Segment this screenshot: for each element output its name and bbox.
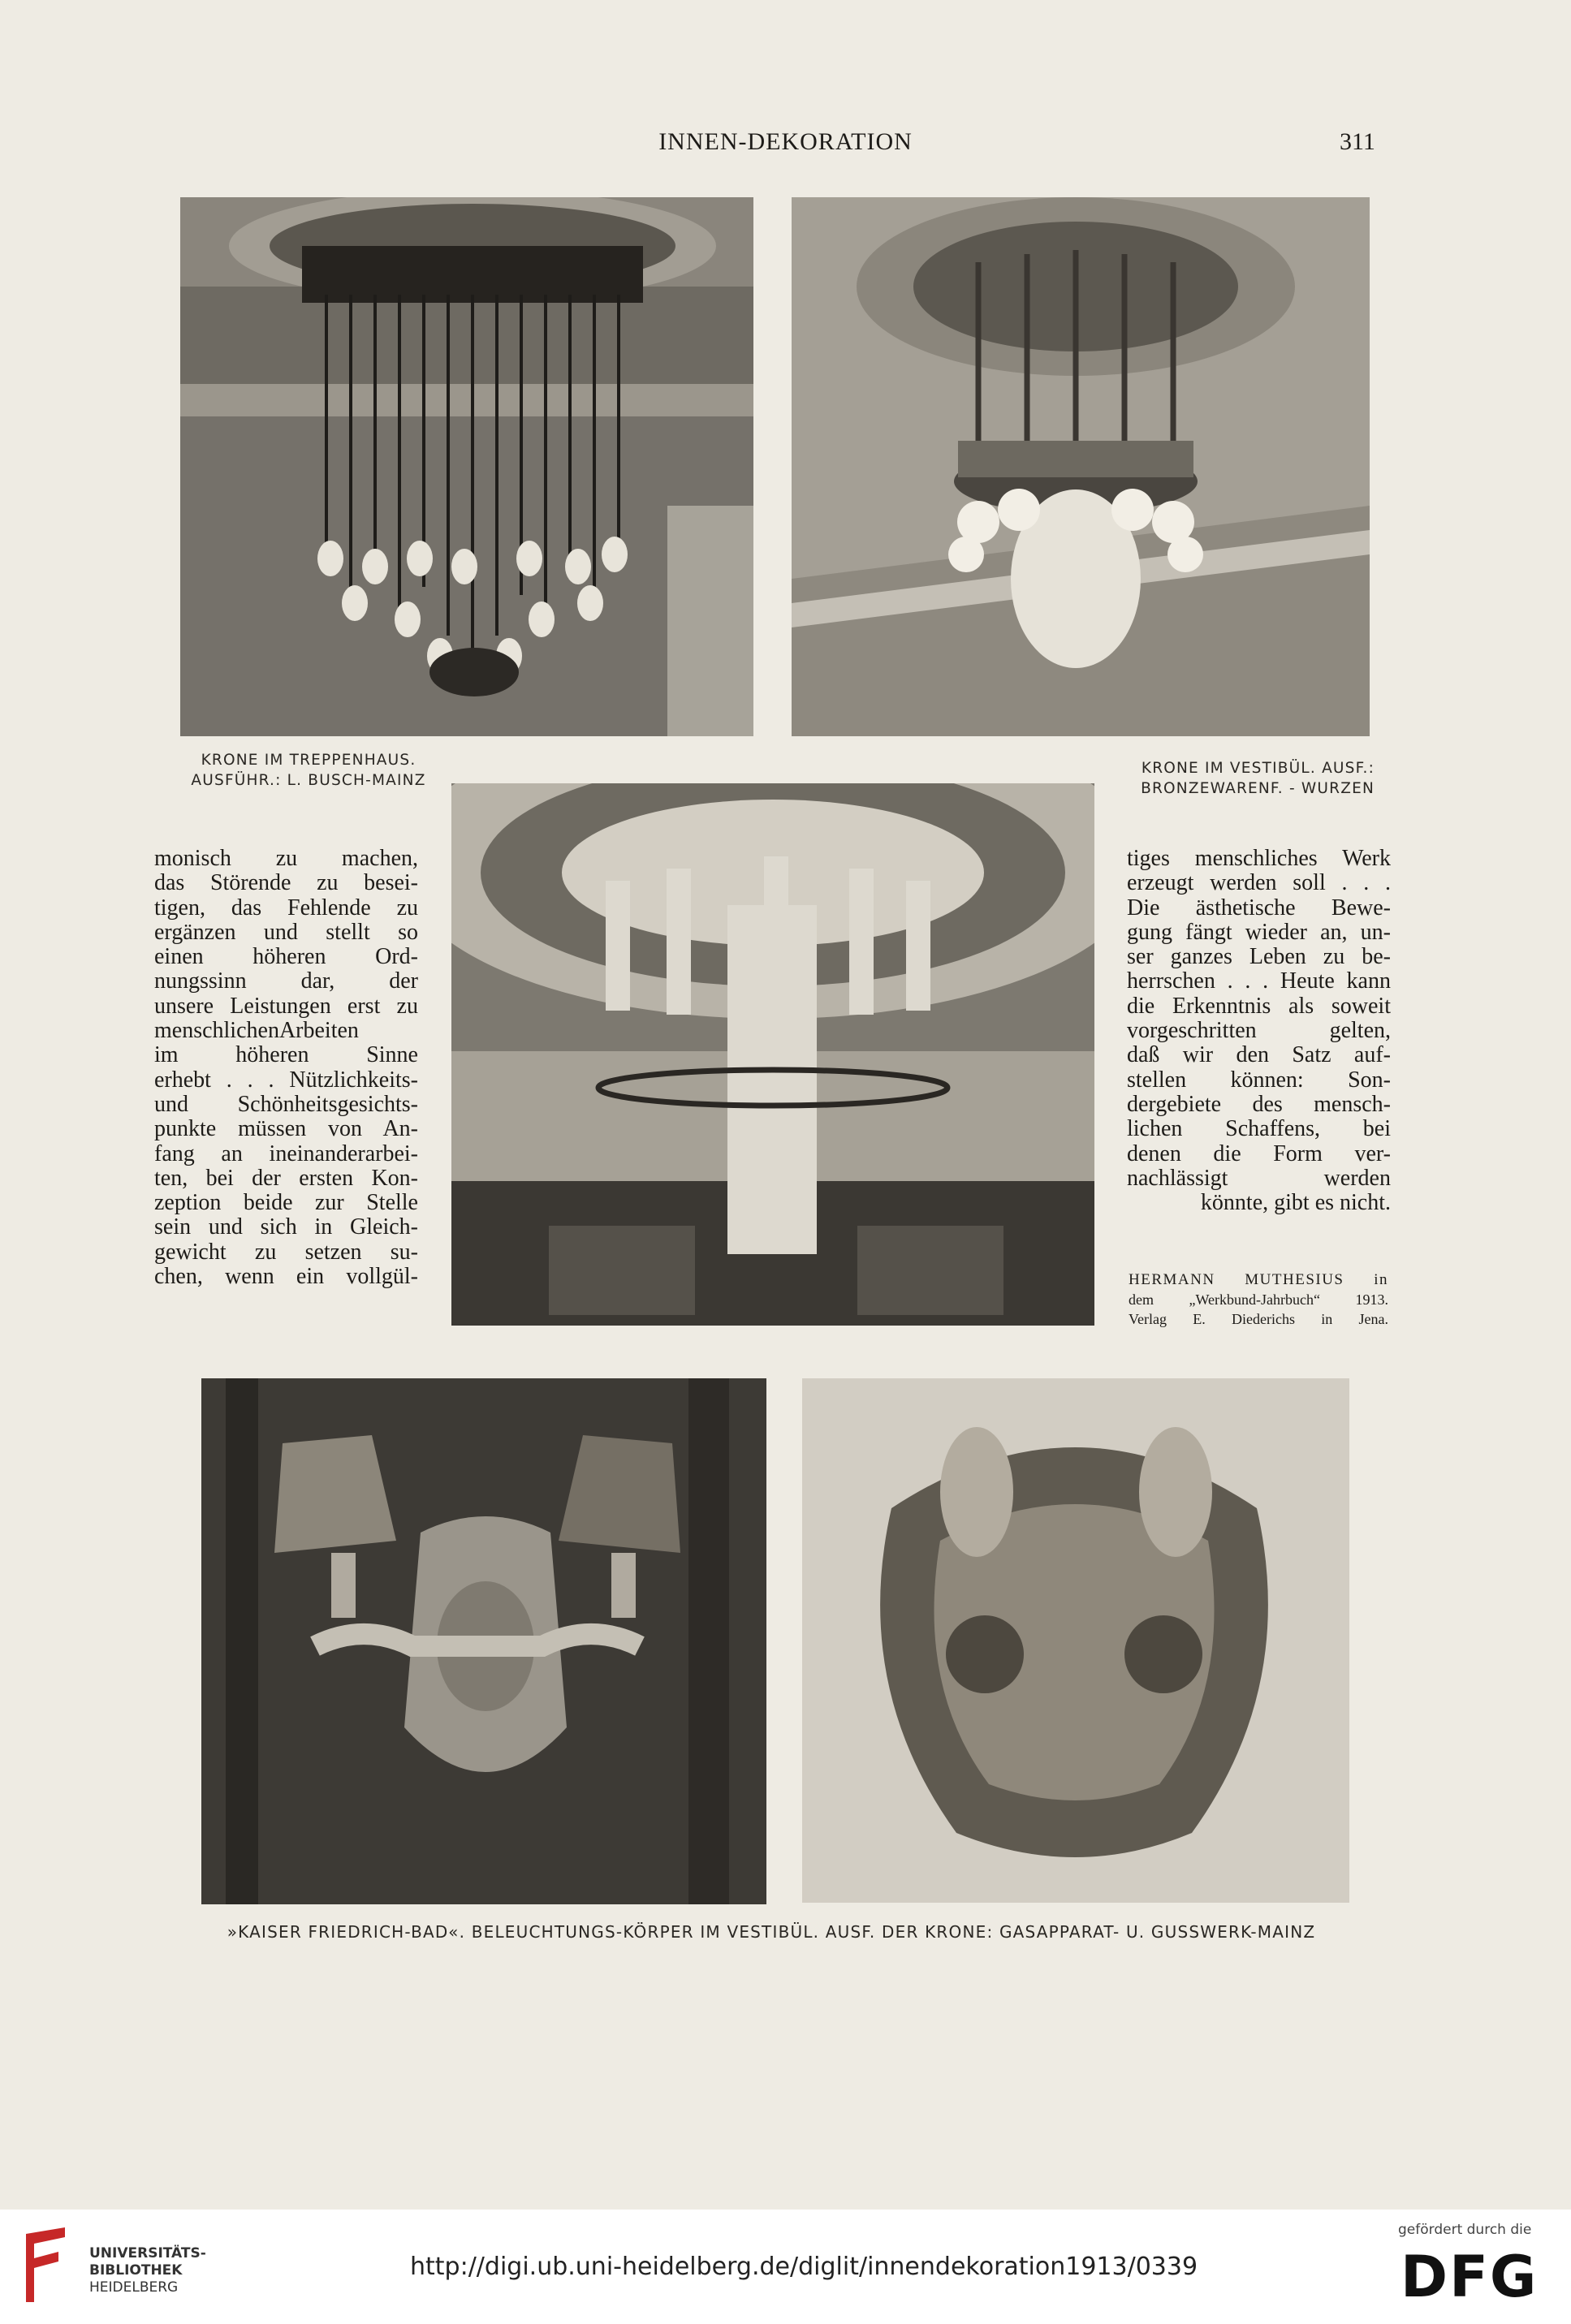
- body-text-left-column: [154, 847, 418, 1289]
- institution-name: [89, 2245, 206, 2296]
- chandelier-image: [451, 783, 1094, 1326]
- text-line: nungssinn dar, der: [154, 968, 418, 994]
- text-line: fang an ineinanderarbei-: [154, 1140, 418, 1166]
- caption-bad-lighting: »KAISER FRIEDRICH-BAD«. BELEUCHTUNGS-KÖRPER IM VESTIBÜL. AUSF. DER KRONE: GASAPPARAT- U. GUSSWERK-MAINZ: [227, 1922, 1316, 1942]
- text-line: gung fängt wieder an, un-: [1127, 919, 1391, 945]
- text-line: lichen Schaffens, bei: [1127, 1116, 1391, 1142]
- sconce-image: [201, 1378, 766, 1904]
- text-line: gewicht zu setzen su-: [154, 1239, 418, 1265]
- chandelier-image: [180, 197, 753, 736]
- text-line: das Störende zu besei-: [154, 870, 418, 896]
- text-line: ergänzen und stellt so: [154, 919, 418, 945]
- text-line: erzeugt werden soll . . .: [1127, 870, 1391, 896]
- text-line: chen, wenn ein vollgül-: [154, 1264, 418, 1290]
- photo-brass-wall-lamp: [802, 1378, 1349, 1903]
- text-line: ser ganzes Leben zu be-: [1127, 944, 1391, 970]
- text-line: sein und sich in Gleich-: [154, 1214, 418, 1240]
- text-line: nachlässigt werden: [1127, 1165, 1391, 1191]
- institution-line: BIBLIOTHEK: [89, 2262, 183, 2279]
- text-line: könnte, gibt es nicht.: [1200, 1190, 1391, 1216]
- caption-line: BRONZEWARENF. - WURZEN: [1141, 780, 1375, 797]
- text-line: stellen können: Son-: [1127, 1067, 1391, 1093]
- text-line: erhebt . . . Nützlichkeits-: [154, 1067, 418, 1093]
- text-line: punkte müssen von An-: [154, 1116, 418, 1142]
- text-line: zeption beide zur Stelle: [154, 1190, 418, 1216]
- photo-crystal-chandelier: [451, 783, 1094, 1326]
- body-text-right-column: [1127, 847, 1391, 1215]
- text-line: daß wir den Satz auf-: [1127, 1042, 1391, 1068]
- text-line: im höheren Sinne: [154, 1042, 418, 1068]
- text-line: menschlichenArbeiten: [154, 1018, 359, 1044]
- text-line: einen höheren Ord-: [154, 944, 418, 970]
- text-line: vorgeschritten gelten,: [1127, 1018, 1391, 1044]
- photo-wall-sconce: [201, 1378, 766, 1904]
- attribution-author: HERMANN MUTHESIUS in: [1129, 1271, 1388, 1288]
- wall-lamp-image: [802, 1378, 1349, 1903]
- institution-line: UNIVERSITÄTS-: [89, 2245, 206, 2261]
- caption-line: AUSFÜHR.: L. BUSCH-MAINZ: [191, 772, 426, 789]
- caption-line: KRONE IM TREPPENHAUS.: [201, 752, 416, 769]
- permalink-url[interactable]: http://digi.ub.uni-heidelberg.de/diglit/innendekoration1913/0339: [410, 2253, 1198, 2281]
- attribution-source: dem „Werkbund-Jahrbuch“ 1913.: [1129, 1291, 1388, 1308]
- funded-by-label: gefördert durch die: [1398, 2222, 1532, 2238]
- attribution-publisher: Verlag E. Diederichs in Jena.: [1129, 1311, 1388, 1327]
- photo-staircase-chandelier: [180, 197, 753, 736]
- text-line: denen die Form ver-: [1127, 1140, 1391, 1166]
- institution-line: HEIDELBERG: [89, 2279, 179, 2296]
- university-library-logo-icon: [18, 2226, 73, 2307]
- chandelier-image: [792, 197, 1370, 736]
- page-number: 311: [1340, 128, 1375, 155]
- text-line: dergebiete des mensch-: [1127, 1091, 1391, 1117]
- text-line: monisch zu machen,: [154, 846, 418, 871]
- text-line: unsere Leistungen erst zu: [154, 993, 418, 1019]
- text-line: Die ästhetische Bewe-: [1127, 895, 1391, 921]
- caption-staircase-chandelier: [170, 750, 447, 791]
- caption-line: KRONE IM VESTIBÜL. AUSF.:: [1141, 760, 1375, 777]
- text-line: tigen, das Fehlende zu: [154, 895, 418, 921]
- text-line: ten, bei der ersten Kon-: [154, 1165, 418, 1191]
- dfg-logo: DFG: [1401, 2244, 1539, 2310]
- running-header: INNEN-DEKORATION: [658, 128, 913, 155]
- text-line: und Schönheitsgesichts-: [154, 1091, 418, 1117]
- caption-vestibule-chandelier: [1111, 758, 1375, 799]
- text-line: die Erkenntnis als soweit: [1127, 993, 1391, 1019]
- quote-attribution: [1129, 1270, 1388, 1329]
- photo-vestibule-chandelier: [792, 197, 1370, 736]
- text-line: tiges menschliches Werk: [1127, 846, 1391, 871]
- text-line: herrschen . . . Heute kann: [1127, 968, 1391, 994]
